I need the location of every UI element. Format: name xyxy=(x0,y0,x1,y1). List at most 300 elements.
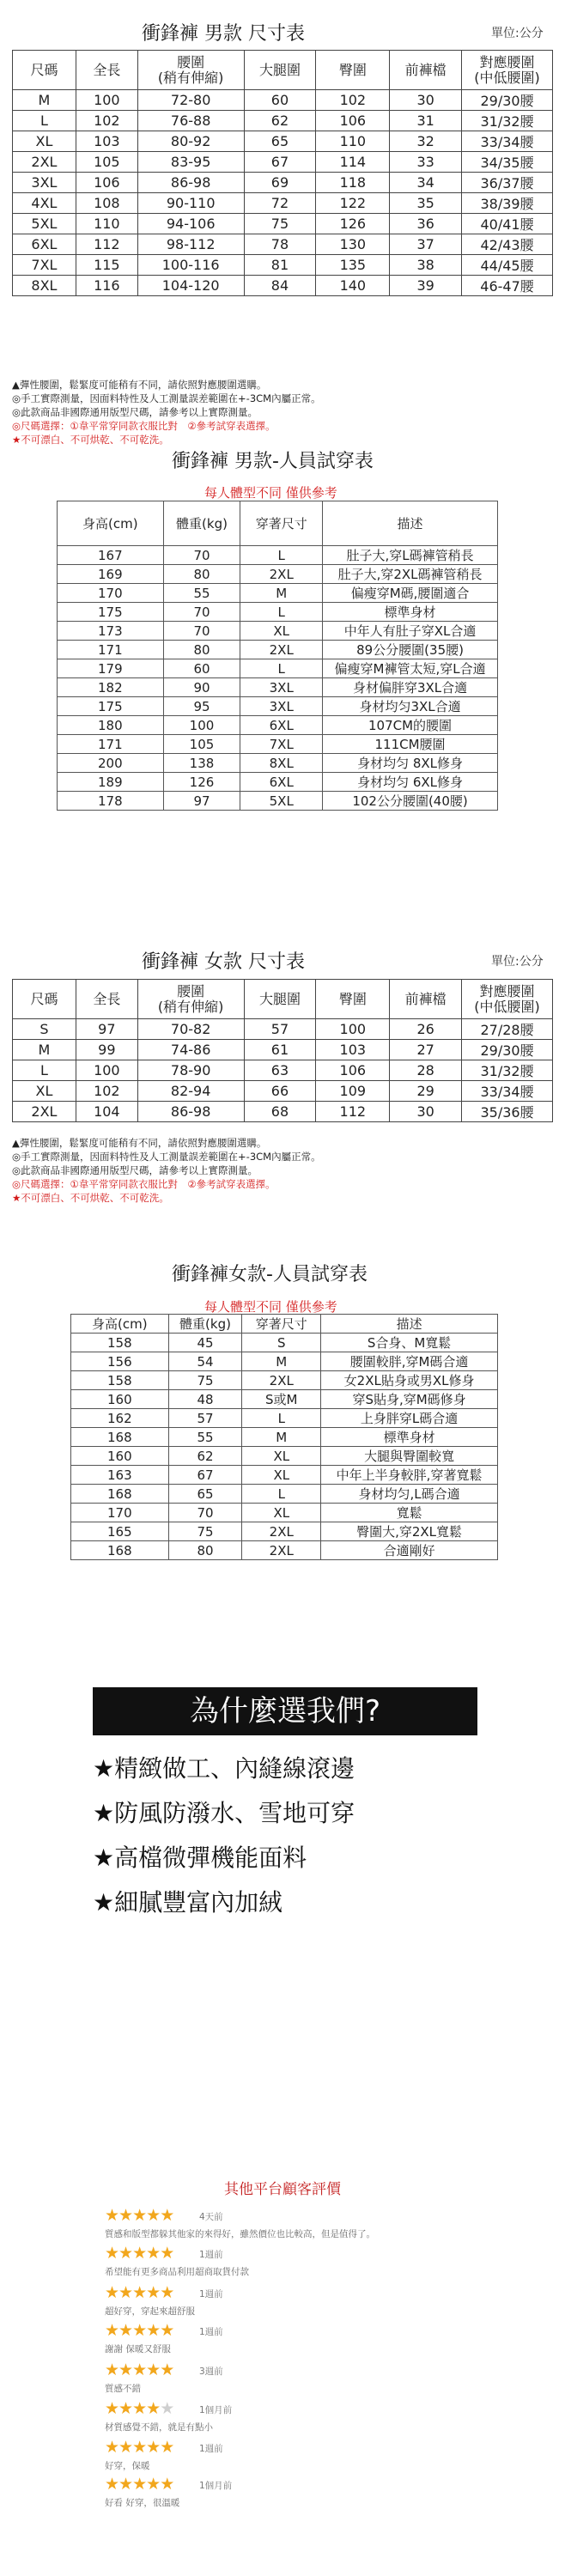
size-table-header-cell: 對應腰圍 (中低腰圍) xyxy=(462,51,553,90)
trial-table-row-cell: 160 xyxy=(71,1390,169,1409)
trial-table-row-cell: 175 xyxy=(58,603,164,622)
size-table-row-cell: 66 xyxy=(244,1081,316,1102)
size-table-row-cell: 103 xyxy=(316,1040,390,1060)
why-choose-us-banner: 為什麼選我們? xyxy=(93,1687,477,1735)
star-icon: ★ xyxy=(105,2283,119,2302)
star-icon: ★ xyxy=(160,2438,174,2457)
men-size-table xyxy=(12,50,553,296)
trial-table-row xyxy=(58,678,498,697)
trial-table-header-cell: 穿著尺寸 xyxy=(242,1315,321,1334)
star-icon: ★ xyxy=(105,2475,119,2494)
trial-table-row-cell: 62 xyxy=(168,1447,242,1466)
size-table-row-cell: 100-116 xyxy=(137,255,244,276)
size-table-row xyxy=(13,131,553,152)
star-icon: ★ xyxy=(132,2475,147,2494)
size-table-header-cell: 前褲檔 xyxy=(390,51,462,90)
trial-table-row-cell: S xyxy=(242,1334,321,1352)
size-table-row-cell: 27 xyxy=(390,1040,462,1060)
women-size-header-row xyxy=(13,980,553,1019)
note-elastic-waist: ▲彈性腰圍，鬆緊度可能稍有不同，請依照對應腰圍選購。 xyxy=(12,1137,267,1149)
size-table-header-cell: 大腿圍 xyxy=(244,980,316,1019)
trial-table-row-cell: 107CM的腰圍 xyxy=(323,716,498,735)
size-table-header-cell: 全長 xyxy=(76,980,137,1019)
size-table-row-cell: 61 xyxy=(244,1040,316,1060)
trial-table-row-cell: 57 xyxy=(168,1409,242,1428)
star-rating xyxy=(105,2322,173,2339)
trial-table-row-cell: 200 xyxy=(58,754,164,773)
size-table-row xyxy=(13,234,553,255)
trial-table-row-cell: 105 xyxy=(163,735,240,754)
trial-table-row-cell: 偏瘦穿M碼,腰圍適合 xyxy=(323,584,498,603)
trial-table-row-cell: 156 xyxy=(71,1352,169,1371)
size-table-row-cell: 33 xyxy=(390,152,462,173)
trial-table-row-cell: 158 xyxy=(71,1334,169,1352)
size-table-row xyxy=(13,1040,553,1060)
trial-table-row-cell: 160 xyxy=(71,1447,169,1466)
review-text: 好穿，保暖 xyxy=(105,2461,150,2471)
trial-table-row-cell: 偏瘦穿M褲管太短,穿L合適 xyxy=(323,659,498,678)
trial-table-row-cell: 182 xyxy=(58,678,164,697)
size-table-row-cell: 106 xyxy=(316,111,390,131)
feature-item: ★高檔微彈機能面料 xyxy=(93,1844,307,1872)
review-time: 1週前 xyxy=(199,2250,223,2260)
size-table-row xyxy=(13,193,553,214)
trial-table-row-cell: 臀圍大,穿2XL寬鬆 xyxy=(321,1522,498,1541)
size-table-row-cell: XL xyxy=(13,131,76,152)
size-table-row-cell: 78 xyxy=(244,234,316,255)
star-icon: ★ xyxy=(132,2283,147,2302)
star-icon: ★ xyxy=(146,2206,161,2225)
women-trial-table xyxy=(70,1314,498,1560)
trial-table-row-cell: 175 xyxy=(58,697,164,716)
trial-table-row-cell: 身材均匀,L碼合適 xyxy=(321,1485,498,1504)
size-table-row xyxy=(13,214,553,234)
star-icon: ★ xyxy=(146,2244,161,2263)
trial-table-row-cell: 上身胖穿L碼合適 xyxy=(321,1409,498,1428)
star-rating xyxy=(105,2361,173,2379)
size-table-row-cell: 99 xyxy=(76,1040,137,1060)
trial-table-row-cell: 180 xyxy=(58,716,164,735)
star-rating xyxy=(105,2245,173,2262)
size-table-row-cell: 34 xyxy=(390,173,462,193)
star-icon: ★ xyxy=(160,2206,174,2225)
trial-table-row-cell: 標準身材 xyxy=(323,603,498,622)
size-table-row-cell: 6XL xyxy=(13,234,76,255)
trial-table-header-cell: 描述 xyxy=(323,501,498,546)
star-icon: ★ xyxy=(160,2283,174,2302)
trial-table-row-cell: 70 xyxy=(168,1504,242,1522)
star-rating xyxy=(105,2439,173,2456)
size-table-row-cell: 109 xyxy=(316,1081,390,1102)
size-table-row-cell: 81 xyxy=(244,255,316,276)
size-table-row-cell: 40/41腰 xyxy=(462,214,553,234)
size-table-row-cell: 3XL xyxy=(13,173,76,193)
trial-table-row-cell: 女2XL貼身或男XL修身 xyxy=(321,1371,498,1390)
size-table-row-cell: 32 xyxy=(390,131,462,152)
size-table-header-cell: 臀圍 xyxy=(316,51,390,90)
note-non-standard: ◎此款商品非國際通用版型尺碼，請參考以上實際測量。 xyxy=(12,1164,258,1176)
size-table-row-cell: 106 xyxy=(316,1060,390,1081)
star-icon: ★ xyxy=(118,2283,133,2302)
size-table-row-cell: 83-95 xyxy=(137,152,244,173)
trial-table-row-cell: L xyxy=(240,546,323,565)
size-table-row-cell: 30 xyxy=(390,1102,462,1122)
review-text: 材質感覺不錯，就是有點小 xyxy=(105,2422,213,2433)
size-table-row-cell: 110 xyxy=(316,131,390,152)
trial-table-row-cell: 2XL xyxy=(242,1522,321,1541)
trial-table-row-cell: M xyxy=(240,584,323,603)
star-icon: ★ xyxy=(118,2438,133,2457)
trial-table-row-cell: 身材均匀 6XL修身 xyxy=(323,773,498,792)
trial-table-row-cell: 168 xyxy=(71,1541,169,1560)
size-table-row xyxy=(13,1060,553,1081)
trial-table-row-cell: 2XL xyxy=(242,1541,321,1560)
trial-table-row xyxy=(58,584,498,603)
men-trial-subtitle: 每人體型不同 僅供參考 xyxy=(204,485,337,501)
review-time: 4天前 xyxy=(199,2212,223,2222)
size-table-header-cell: 大腿圍 xyxy=(244,51,316,90)
size-table-row-cell: 130 xyxy=(316,234,390,255)
trial-table-row-cell: L xyxy=(240,603,323,622)
size-table-row-cell: L xyxy=(13,111,76,131)
trial-table-row-cell: 2XL xyxy=(240,565,323,584)
trial-table-row-cell: 55 xyxy=(168,1428,242,1447)
trial-table-row xyxy=(71,1504,498,1522)
trial-table-row xyxy=(71,1541,498,1560)
size-table-row-cell: 31 xyxy=(390,111,462,131)
trial-table-row-cell: 167 xyxy=(58,546,164,565)
note-care: ★不可漂白、不可烘乾、不可乾洗。 xyxy=(12,1192,169,1204)
size-table-row-cell: 112 xyxy=(316,1102,390,1122)
trial-table-row-cell: L xyxy=(242,1485,321,1504)
size-table-row-cell: 94-106 xyxy=(137,214,244,234)
women-size-table xyxy=(12,979,553,1122)
size-table-row-cell: 106 xyxy=(76,173,137,193)
size-table-row-cell: 72-80 xyxy=(137,90,244,111)
trial-table-row-cell: 穿S貼身,穿M碼修身 xyxy=(321,1390,498,1409)
trial-table-row-cell: 173 xyxy=(58,622,164,641)
trial-table-row xyxy=(71,1447,498,1466)
size-table-row-cell: 103 xyxy=(76,131,137,152)
star-icon: ★ xyxy=(132,2206,147,2225)
trial-table-row-cell: 95 xyxy=(163,697,240,716)
trial-table-row-cell: 189 xyxy=(58,773,164,792)
size-table-row-cell: 68 xyxy=(244,1102,316,1122)
men-trial-title: 衝鋒褲 男款-人員試穿表 xyxy=(172,451,374,472)
size-table-row-cell: 76-88 xyxy=(137,111,244,131)
size-table-row-cell: 28 xyxy=(390,1060,462,1081)
star-icon: ★ xyxy=(105,2360,119,2379)
trial-table-row-cell: XL xyxy=(242,1504,321,1522)
size-table-row xyxy=(13,173,553,193)
trial-table-row-cell: 3XL xyxy=(240,678,323,697)
note-size-choice: ◎尺碼選擇：①韋平常穿同款衣服比對 ②參考試穿表選擇。 xyxy=(12,1178,276,1190)
review-text: 好看 好穿，很溫暖 xyxy=(105,2498,180,2508)
size-table-row-cell: 38 xyxy=(390,255,462,276)
size-table-row-cell: 69 xyxy=(244,173,316,193)
size-table-row-cell: 135 xyxy=(316,255,390,276)
trial-table-row xyxy=(71,1371,498,1390)
star-icon: ★ xyxy=(160,2244,174,2263)
size-table-row-cell: 100 xyxy=(76,1060,137,1081)
size-table-row-cell: 29/30腰 xyxy=(462,90,553,111)
trial-table-row-cell: 158 xyxy=(71,1371,169,1390)
size-table-row-cell: 60 xyxy=(244,90,316,111)
trial-table-row xyxy=(71,1409,498,1428)
trial-table-row-cell: 168 xyxy=(71,1485,169,1504)
trial-table-row-cell: 67 xyxy=(168,1466,242,1485)
star-icon: ★ xyxy=(118,2321,133,2340)
size-table-header-cell: 全長 xyxy=(76,51,137,90)
star-icon: ★ xyxy=(160,2321,174,2340)
trial-table-row xyxy=(58,659,498,678)
size-table-row-cell: 4XL xyxy=(13,193,76,214)
size-table-row-cell: 33/34腰 xyxy=(462,1081,553,1102)
trial-table-row-cell: 80 xyxy=(168,1541,242,1560)
size-table-row-cell: 37 xyxy=(390,234,462,255)
star-icon: ★ xyxy=(105,2244,119,2263)
trial-table-row-cell: 寬鬆 xyxy=(321,1504,498,1522)
trial-table-row-cell: S或M xyxy=(242,1390,321,1409)
men-size-title: 衝鋒褲 男款 尺寸表 xyxy=(142,23,305,45)
star-icon: ★ xyxy=(146,2360,161,2379)
size-table-row-cell: 29 xyxy=(390,1081,462,1102)
size-table-row-cell: 34/35腰 xyxy=(462,152,553,173)
trial-table-row-cell: 162 xyxy=(71,1409,169,1428)
trial-table-row xyxy=(71,1522,498,1541)
size-table-row-cell: 122 xyxy=(316,193,390,214)
trial-table-row-cell: XL xyxy=(240,622,323,641)
size-table-row-cell: 126 xyxy=(316,214,390,234)
women-size-title: 衝鋒褲 女款 尺寸表 xyxy=(142,951,305,973)
size-table-row-cell: 104-120 xyxy=(137,276,244,296)
size-table-row-cell: 29/30腰 xyxy=(462,1040,553,1060)
size-table-row-cell: 31/32腰 xyxy=(462,1060,553,1081)
size-table-row-cell: 100 xyxy=(316,1019,390,1040)
note-care: ★不可漂白、不可烘乾、不可乾洗。 xyxy=(12,434,169,446)
size-table-row-cell: 8XL xyxy=(13,276,76,296)
size-table-row-cell: 110 xyxy=(76,214,137,234)
star-icon: ★ xyxy=(160,2475,174,2494)
trial-table-row-cell: 100 xyxy=(163,716,240,735)
trial-table-row-cell: M xyxy=(242,1428,321,1447)
size-table-row-cell: 31/32腰 xyxy=(462,111,553,131)
size-table-row-cell: 78-90 xyxy=(137,1060,244,1081)
trial-table-row xyxy=(58,622,498,641)
trial-table-row xyxy=(58,792,498,811)
trial-table-row-cell: 179 xyxy=(58,659,164,678)
star-icon: ★ xyxy=(118,2206,133,2225)
trial-table-row xyxy=(58,603,498,622)
trial-table-row-cell: 170 xyxy=(71,1504,169,1522)
size-table-header-cell: 腰圍 (稍有伸縮) xyxy=(137,980,244,1019)
size-table-row xyxy=(13,255,553,276)
star-icon: ★ xyxy=(118,2360,133,2379)
size-table-row-cell: 74-86 xyxy=(137,1040,244,1060)
trial-table-row-cell: 腰圍較胖,穿M碼合適 xyxy=(321,1352,498,1371)
size-table-row-cell: 7XL xyxy=(13,255,76,276)
trial-table-row-cell: 中年上半身較胖,穿著寬鬆 xyxy=(321,1466,498,1485)
trial-table-row-cell: 126 xyxy=(163,773,240,792)
trial-table-header-cell: 身高(cm) xyxy=(71,1315,169,1334)
trial-table-row xyxy=(58,641,498,659)
trial-table-row-cell: 70 xyxy=(163,603,240,622)
size-table-row-cell: 65 xyxy=(244,131,316,152)
review-text: 質感不錯 xyxy=(105,2384,141,2394)
trial-table-row-cell: 6XL xyxy=(240,773,323,792)
size-table-header-cell: 對應腰圍 (中低腰圍) xyxy=(462,980,553,1019)
size-table-row-cell: 5XL xyxy=(13,214,76,234)
review-text: 超好穿，穿起來超舒服 xyxy=(105,2306,195,2317)
trial-table-header-cell: 描述 xyxy=(321,1315,498,1334)
size-table-header-cell: 腰圍 (稍有伸縮) xyxy=(137,51,244,90)
note-manual-measure: ◎手工實際測量，因面料特性及人工測量誤差範圍在+-3CM內屬正常。 xyxy=(12,1151,321,1163)
size-table-row-cell: 35 xyxy=(390,193,462,214)
size-table-row-cell: 38/39腰 xyxy=(462,193,553,214)
size-table-row xyxy=(13,276,553,296)
trial-table-row-cell: 大腿與臀圍較寬 xyxy=(321,1447,498,1466)
men-size-unit: 單位:公分 xyxy=(491,27,544,40)
trial-table-row-cell: 171 xyxy=(58,641,164,659)
size-table-row-cell: M xyxy=(13,90,76,111)
size-table-row-cell: 70-82 xyxy=(137,1019,244,1040)
trial-table-row-cell: 75 xyxy=(168,1522,242,1541)
size-table-row xyxy=(13,1102,553,1122)
trial-table-row-cell: 48 xyxy=(168,1390,242,1409)
size-table-row-cell: XL xyxy=(13,1081,76,1102)
trial-table-row-cell: 70 xyxy=(163,622,240,641)
trial-table-row-cell: 163 xyxy=(71,1466,169,1485)
size-table-row-cell: 36/37腰 xyxy=(462,173,553,193)
size-table-row-cell: 57 xyxy=(244,1019,316,1040)
size-table-row-cell: M xyxy=(13,1040,76,1060)
women-trial-subtitle: 每人體型不同 僅供參考 xyxy=(204,1299,337,1315)
trial-table-row-cell: 138 xyxy=(163,754,240,773)
trial-table-row-cell: 80 xyxy=(163,641,240,659)
star-icon: ★ xyxy=(146,2321,161,2340)
trial-table-row-cell: 2XL xyxy=(242,1371,321,1390)
review-time: 3週前 xyxy=(199,2366,223,2377)
trial-table-row-cell: 60 xyxy=(163,659,240,678)
size-table-row-cell: 108 xyxy=(76,193,137,214)
trial-table-row-cell: 合適剛好 xyxy=(321,1541,498,1560)
review-time: 1週前 xyxy=(199,2327,223,2337)
men-trial-table xyxy=(57,501,498,811)
size-table-row-cell: 67 xyxy=(244,152,316,173)
note-non-standard: ◎此款商品非國際通用版型尺碼，請參考以上實際測量。 xyxy=(12,406,258,418)
men-trial-header-row xyxy=(58,501,498,546)
star-icon: ★ xyxy=(105,2206,119,2225)
size-table-row-cell: 97 xyxy=(76,1019,137,1040)
star-icon: ★ xyxy=(146,2475,161,2494)
trial-table-row-cell: 45 xyxy=(168,1334,242,1352)
trial-table-row-cell: 89公分腰圍(35腰) xyxy=(323,641,498,659)
trial-table-row xyxy=(71,1334,498,1352)
size-table-row-cell: 2XL xyxy=(13,152,76,173)
size-table-row-cell: 35/36腰 xyxy=(462,1102,553,1122)
size-table-row-cell: 100 xyxy=(76,90,137,111)
trial-table-row-cell: 身材偏胖穿3XL合適 xyxy=(323,678,498,697)
size-table-row-cell: 33/34腰 xyxy=(462,131,553,152)
trial-table-row-cell: 168 xyxy=(71,1428,169,1447)
trial-table-row-cell: 111CM腰圍 xyxy=(323,735,498,754)
trial-table-row xyxy=(58,565,498,584)
size-table-row-cell: 102 xyxy=(316,90,390,111)
star-icon: ★ xyxy=(105,2438,119,2457)
trial-table-row-cell: 6XL xyxy=(240,716,323,735)
review-time: 1個月前 xyxy=(199,2405,233,2415)
size-table-row-cell: 80-92 xyxy=(137,131,244,152)
size-table-row-cell: 26 xyxy=(390,1019,462,1040)
men-size-notes xyxy=(12,378,321,447)
trial-table-row-cell: 165 xyxy=(71,1522,169,1541)
size-table-row-cell: 36 xyxy=(390,214,462,234)
trial-table-row xyxy=(71,1352,498,1371)
review-time: 1個月前 xyxy=(199,2481,233,2491)
feature-item: ★防風防潑水、雪地可穿 xyxy=(93,1799,355,1827)
star-rating xyxy=(105,2400,173,2417)
women-trial-title: 衝鋒褲女款-人員試穿表 xyxy=(172,1264,368,1285)
size-table-row-cell: 86-98 xyxy=(137,173,244,193)
trial-table-row-cell: 170 xyxy=(58,584,164,603)
trial-table-row xyxy=(58,773,498,792)
size-table-row-cell: 98-112 xyxy=(137,234,244,255)
size-table-row xyxy=(13,111,553,131)
women-size-notes xyxy=(12,1136,321,1205)
size-table-row-cell: 104 xyxy=(76,1102,137,1122)
trial-table-row xyxy=(58,697,498,716)
note-manual-measure: ◎手工實際測量，因面料特性及人工測量誤差範圍在+-3CM內屬正常。 xyxy=(12,392,321,404)
trial-table-row-cell: 標準身材 xyxy=(321,1428,498,1447)
trial-table-row-cell: 80 xyxy=(163,565,240,584)
review-text: 質感和版型都躲其他家的來得好，雖然價位也比較高，但是值得了。 xyxy=(105,2229,375,2239)
size-table-row-cell: 105 xyxy=(76,152,137,173)
review-text: 希望能有更多商品利用超商取貨付款 xyxy=(105,2267,249,2277)
women-size-unit: 單位:公分 xyxy=(491,955,544,969)
star-icon: ★ xyxy=(132,2321,147,2340)
size-table-row-cell: 46-47腰 xyxy=(462,276,553,296)
size-table-row-cell: 62 xyxy=(244,111,316,131)
size-table-row-cell: 2XL xyxy=(13,1102,76,1122)
trial-table-row xyxy=(58,735,498,754)
trial-table-row xyxy=(58,546,498,565)
star-icon: ★ xyxy=(105,2399,119,2418)
feature-item: ★精緻做工、內縫線滾邊 xyxy=(93,1754,355,1783)
star-icon: ★ xyxy=(118,2399,133,2418)
size-table-row-cell: 82-94 xyxy=(137,1081,244,1102)
women-trial-header-row xyxy=(71,1315,498,1334)
size-table-row-cell: 27/28腰 xyxy=(462,1019,553,1040)
review-time: 1週前 xyxy=(199,2289,223,2300)
size-table-row-cell: 102 xyxy=(76,1081,137,1102)
trial-table-row-cell: 身材均匀 8XL修身 xyxy=(323,754,498,773)
star-rating xyxy=(105,2284,173,2301)
size-table-row-cell: 44/45腰 xyxy=(462,255,553,276)
trial-table-row-cell: 97 xyxy=(163,792,240,811)
trial-table-row-cell: 肚子大,穿2XL碼褲管稍長 xyxy=(323,565,498,584)
trial-table-row-cell: 54 xyxy=(168,1352,242,1371)
trial-table-row-cell: 5XL xyxy=(240,792,323,811)
trial-table-row-cell: 身材均匀3XL合適 xyxy=(323,697,498,716)
trial-table-row-cell: L xyxy=(240,659,323,678)
star-icon: ★ xyxy=(160,2360,174,2379)
size-table-row xyxy=(13,90,553,111)
star-icon: ★ xyxy=(132,2244,147,2263)
trial-table-row-cell: 55 xyxy=(163,584,240,603)
size-table-row-cell: 84 xyxy=(244,276,316,296)
trial-table-row xyxy=(71,1485,498,1504)
trial-table-row-cell: 90 xyxy=(163,678,240,697)
